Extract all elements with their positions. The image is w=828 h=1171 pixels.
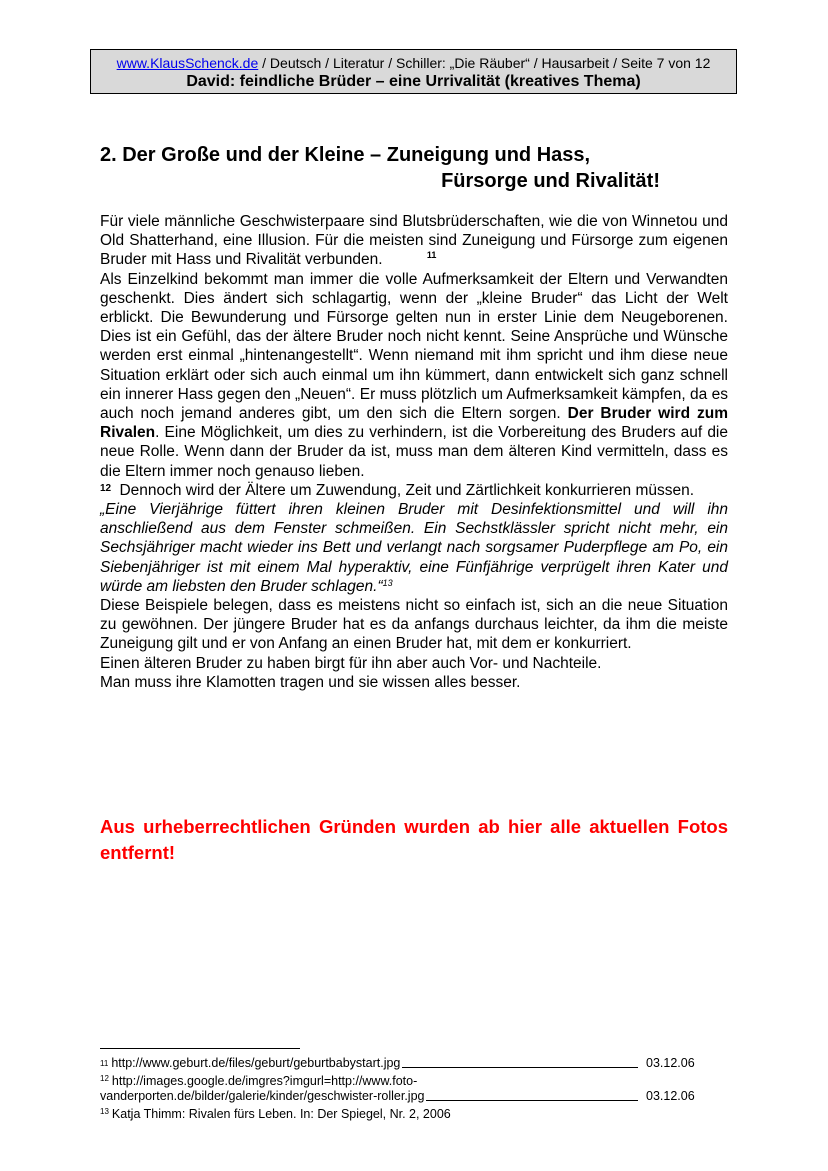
footnote-ref-12[interactable]: 12 [100,482,112,494]
footnote-number: 13 [100,1107,109,1116]
header-subtitle: David: feindliche Brüder – eine Urrivalität (kreatives Thema) [186,73,641,90]
paragraph-2-text-a: Als Einzelkind bekommt man immer die volle Aufmerksamkeit der Eltern und Verwandten geschenkt. Dies ändert sich schlagartig, wenn der „kleine Bruder“ das Licht der Welt erblickt. Die Bewunderung und Fürsorge gelten nun in erster Linie dem Neugeborenen. Dies ist ein Gefühl, das der ältere Bruder noch nicht kennt. Seine Ansprüche und Wünsche werden erst einmal „hintenangestellt“. Wenn niemand mit ihm spricht und ihm diese neue Situation erklärt oder sich auch einmal um ihn kümmert, dann entwickelt sich ganz schnell ein innerer Hass gegen den „Neuen“. Er muss plötzlich um Aufmerksamkeit kämpfen, da es auch noch jemand anderes gibt, um den sich die Eltern sorgen. [100,270,728,423]
footnote-11-url[interactable]: http://www.geburt.de/files/geburt/geburtbabystart.jpg [111,1056,401,1070]
paragraph-2 [100,270,728,481]
paragraph-1 [100,212,728,270]
paragraph-2-text-b: . Eine Möglichkeit, um dies zu verhindern, ist die Vorbereitung des Bruders auf die neue Rolle. Wenn dann der Bruder da ist, muss man dem älteren Kind vermitteln, dass es die Eltern immer noch genauso lieben. [100,424,728,480]
footnote-13 [100,1104,700,1122]
paragraph-2-bold: Der Bruder wird zum Rivalen [100,405,728,442]
footnote-divider [100,1048,300,1049]
header-path: / Deutsch / Literatur / Schiller: „Die Räuber“ / Hausarbeit / Seite 7 von 12 [258,55,711,71]
paragraph-3-text: Dennoch wird der Ältere um Zuwendung, Zeit und Zärtlichkeit konkurrieren müssen. [119,481,695,499]
footnote-12-line1 [100,1071,700,1089]
site-link[interactable]: www.KlausSchenck.de [116,55,259,71]
section-heading-line1: 2. Der Große und der Kleine – Zuneigung und Hass, [100,144,591,166]
footnotes [100,1056,700,1122]
paragraph-5: Einen älteren Bruder zu haben birgt für ihn aber auch Vor- und Nachteile. [100,654,602,672]
footnote-ref-13[interactable]: 13 [382,577,393,588]
page-header [90,49,737,94]
footnote-12-url-b[interactable]: vanderporten.de/bilder/galerie/kinder/geschwister-roller.jpg [100,1089,425,1103]
quote-paragraph [100,500,728,596]
footnote-number: 12 [100,1074,109,1083]
footnote-11-date: 03.12.06 [646,1056,695,1070]
footnote-ref-11[interactable]: 11 [426,250,437,261]
paragraph-3 [100,481,728,500]
footnote-fill-line [426,1100,638,1101]
footnote-12 [100,1089,700,1104]
quote-text: „Eine Vierjährige füttert ihren kleinen Bruder mit Desinfektionsmittel und will ihn anschließend aus dem Fenster schmeißen. Ein Sechstklässler spricht nicht mehr, ein Sechsjähriger macht wieder ins Bett und verlangt nach sorgsamer Puderpflege am Po, ein Siebenjähriger ist mit einem Mal hyperaktiv, eine Fünfjährige verprügelt ihren Kater und würde am liebsten den Bruder schlagen.“ [100,501,728,595]
header-breadcrumb [91,54,736,72]
paragraph-6: Man muss ihre Klamotten tragen und sie wissen alles besser. [100,673,521,691]
paragraph-1-text: Für viele männliche Geschwisterpaare sind Blutsbrüderschaften, wie die von Winnetou und Old Shatterhand, eine Illusion. Für die meisten sind Zuneigung und Fürsorge zum eigenen Bruder mit Hass und Rivalität verbunden. [100,213,728,269]
footnote-13-text: Katja Thimm: Rivalen fürs Leben. In: Der Spiegel, Nr. 2, 2006 [111,1107,451,1121]
copyright-notice: Aus urheberrechtlichen Gründen wurden ab hier alle aktuellen Fotos entfernt! [100,816,728,863]
footnote-11 [100,1056,700,1071]
footnote-12-date: 03.12.06 [646,1089,695,1103]
footnote-12-url-a[interactable]: http://images.google.de/imgres?imgurl=http://www.foto- [111,1074,418,1088]
footnote-fill-line [402,1067,638,1068]
footnote-number: 11 [100,1059,109,1068]
body-text [100,212,728,692]
section-heading [100,142,660,194]
paragraph-4: Diese Beispiele belegen, dass es meistens nicht so einfach ist, sich an die neue Situation zu gewöhnen. Der jüngere Bruder hat es da anfangs durchaus leichter, da ihm die meiste Zuneigung gilt und er von Anfang an einen Bruder hat, mit dem er konkurriert. [100,597,728,653]
section-heading-line2: Fürsorge und Rivalität! [441,170,660,192]
